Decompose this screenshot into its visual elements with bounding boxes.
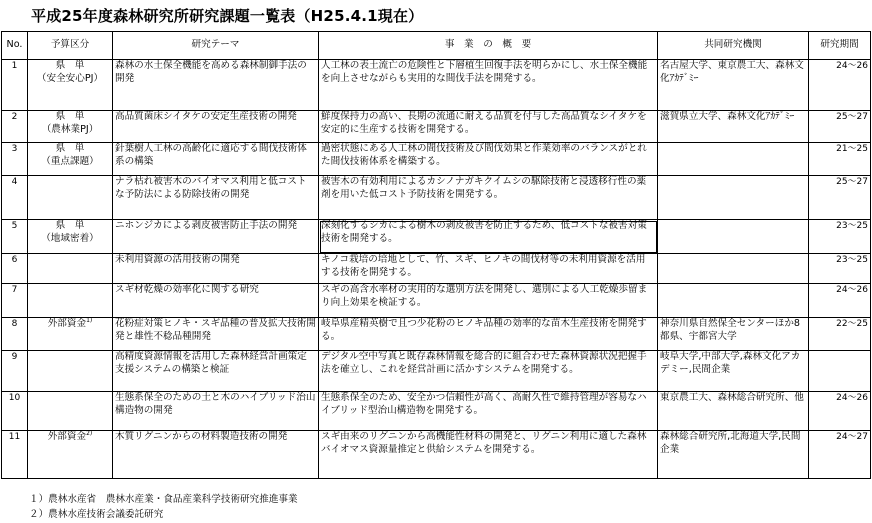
budget-label: 県 単 [55,60,85,71]
table-row [2,392,871,431]
budget-label: 県 単 [55,220,85,231]
table-row [2,351,871,392]
theme-cell: 未利用資源の活用技術の開発 [113,254,319,284]
row-no: 4 [2,176,28,220]
table-row [2,318,871,351]
footnote-ref: 1) [86,317,93,324]
period-cell: 24～26 [809,60,871,111]
budget-cell [28,60,113,111]
footnote-2: ２）農林水産技術会議委託研究 [29,509,164,520]
table-row [2,254,871,284]
summary-cell: スギ由来のリグニンから高機能性材料の開発と、リグニン利用に適した森林バイオマス資源量推定と供給システムを開発する。 [319,431,658,479]
period-cell: 24～27 [809,431,871,479]
theme-cell: ニホンジカによる剥皮被害防止手法の開発 [113,220,319,254]
row-no: 6 [2,254,28,284]
row-no: 10 [2,392,28,431]
partners-cell: 神奈川県自然保全センターほか8都県、宇都宮大学 [658,318,809,351]
period-cell [809,351,871,392]
partners-cell [658,176,809,220]
table-row [2,143,871,176]
footnote-ref: 2) [86,430,93,437]
theme-cell: 森林の水土保全機能を高める森林制御手法の開発 [113,60,319,111]
table-row [2,284,871,318]
budget-cell [28,254,113,284]
header-no: No. [2,32,28,60]
budget-cell [28,431,113,479]
budget-label: 外部資金 [47,318,87,329]
footnotes [29,492,298,522]
header-theme: 研究テーマ [113,32,319,60]
budget-label: 外部資金 [47,431,87,442]
summary-cell: キノコ栽培の培地として、竹、スギ、ヒノキの間伐材等の未利用資源を活用する技術を開発する。 [319,254,658,284]
budget-sub: （重点課題） [41,155,99,167]
period-cell: 25～27 [809,111,871,143]
table-row [2,176,871,220]
header-partners: 共同研究機関 [658,32,809,60]
theme-cell: ナラ枯れ被害木のバイオマス利用と低コストな予防法による防除技術の開発 [113,176,319,220]
table-row [2,220,871,254]
summary-cell: 過密状態にある人工林の間伐技術及び間伐効果と作業効率のバランスがとれた間伐技術体系を構築する。 [319,143,658,176]
budget-cell [28,111,113,143]
period-cell: 22～25 [809,318,871,351]
period-cell: 21～25 [809,143,871,176]
partners-cell: 岐阜大学,中部大学,森林文化アカデミー,民間企業 [658,351,809,392]
summary-cell: デジタル空中写真と既存森林情報を総合的に組合わせた森林資源状況把握手法を確立し、これを経営計画に活かすシステムを開発する。 [319,351,658,392]
row-no: 8 [2,318,28,351]
row-no: 9 [2,351,28,392]
theme-cell: 花粉症対策ヒノキ・スギ品種の普及拡大技術開発と雄性不稔品種開発 [113,318,319,351]
budget-sub: （安全安心PJ） [36,72,104,84]
period-cell: 25～27 [809,176,871,220]
budget-label: 県 単 [55,111,85,122]
summary-cell: 人工林の表土流亡の危険性と下層植生回復手法を明らかにし、水土保全機能を向上させながらも実用的な間伐手法を開発する。 [319,60,658,111]
budget-cell [28,351,113,392]
row-no: 5 [2,220,28,254]
summary-cell: スギの高含水率材の実用的な選別方法を開発し、選別による人工乾燥歩留まり向上効果を検証する。 [319,284,658,318]
header-summary: 事 業 の 概 要 [319,32,658,60]
table-row [2,431,871,479]
table-row [2,111,871,143]
research-table [1,31,871,479]
summary-cell: 鮮度保持力の高い、長期の流通に耐える品質を付与した高品質なシイタケを安定的に生産する技術を開発する。 [319,111,658,143]
partners-cell: 名古屋大学、東京農工大、森林文化ｱｶﾃﾞﾐｰ [658,60,809,111]
partners-cell: 森林総合研究所,北海道大学,民間企業 [658,431,809,479]
period-cell: 24～26 [809,392,871,431]
table-header-row [2,32,871,60]
period-cell: 23～25 [809,220,871,254]
budget-cell [28,284,113,318]
partners-cell [658,143,809,176]
budget-sub: （地域密着） [41,232,99,244]
summary-cell: 生態系保全のため、安全かつ信頼性が高く、高耐久性で維持管理が容易なハイブリッド型治山構造物を開発する。 [319,392,658,431]
summary-cell: 被害木の有効利用によるカシノナガキクイムシの駆除技術と浸透移行性の薬剤を用いた低コスト予防技術を開発する。 [319,176,658,220]
page-title: 平成25年度森林研究所研究課題一覧表（H25.4.1現在） [31,7,424,25]
row-no: 2 [2,111,28,143]
partners-cell [658,284,809,318]
partners-cell: 滋賀県立大学、森林文化ｱｶﾃﾞﾐｰ [658,111,809,143]
partners-cell [658,220,809,254]
theme-cell: 針葉樹人工林の高齢化に適応する間伐技術体系の構築 [113,143,319,176]
summary-cell: 岐阜県産精英樹で且つ少花粉のヒノキ品種の効率的な苗木生産技術を開発する。 [319,318,658,351]
budget-cell [28,318,113,351]
budget-sub: （農林業PJ） [41,123,99,135]
partners-cell [658,254,809,284]
period-cell: 23～25 [809,254,871,284]
theme-cell: スギ材乾燥の効率化に関する研究 [113,284,319,318]
row-no: 3 [2,143,28,176]
summary-cell-selected[interactable]: 深刻化するシカによる樹木の剥皮被害を防止するため、低コストな被害対策技術を開発する。 [319,220,658,254]
row-no: 7 [2,284,28,318]
budget-cell [28,392,113,431]
row-no: 11 [2,431,28,479]
period-cell: 24～26 [809,284,871,318]
header-budget: 予算区分 [28,32,113,60]
theme-cell: 生態系保全のための土と木のハイブリッド治山構造物の開発 [113,392,319,431]
budget-cell [28,176,113,220]
budget-cell [28,143,113,176]
partners-cell: 東京農工大、森林総合研究所、他 [658,392,809,431]
theme-cell: 木質リグニンからの材料製造技術の開発 [113,431,319,479]
budget-cell [28,220,113,254]
footnote-1: １）農林水産省 農林水産業・食品産業科学技術研究推進事業 [29,494,298,505]
header-period: 研究期間 [809,32,871,60]
theme-cell: 高品質菌床シイタケの安定生産技術の開発 [113,111,319,143]
budget-label: 県 単 [55,143,85,154]
theme-cell: 高精度資源情報を活用した森林経営計画策定支援システムの構築と検証 [113,351,319,392]
table-row [2,60,871,111]
row-no: 1 [2,60,28,111]
